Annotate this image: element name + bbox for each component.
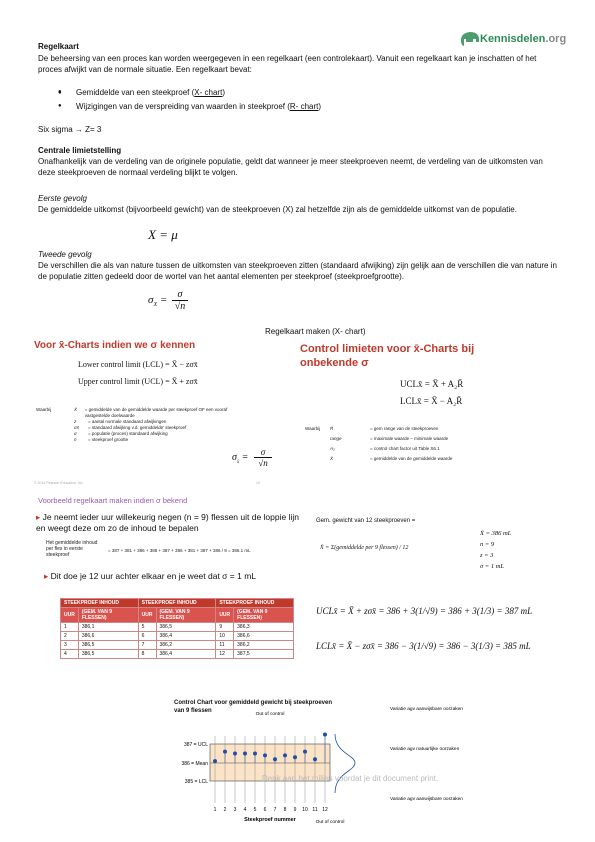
data-point <box>233 752 237 756</box>
definition-text: = maximale waarde – minimale waarde <box>370 436 449 441</box>
maken-title: Regelkaart maken (X- chart) <box>265 327 366 336</box>
x-tick-label: 7 <box>273 807 277 813</box>
lcl-calc: LCLx̄ = X̄ − zσx̄ = 386 − 3(1/√9) = 386 − 3(1/3) = 385 mL <box>316 641 531 651</box>
gem-value: z = 3 <box>480 552 494 559</box>
table-cell: 7 <box>138 641 156 650</box>
x-tick-label: 10 <box>302 807 308 813</box>
bullet-dot: ● <box>58 103 62 109</box>
data-point <box>273 757 277 761</box>
data-point <box>253 752 257 756</box>
table-cell: 386,2 <box>234 641 294 650</box>
chart-title: Control Chart voor gemiddeld gewicht bij steekproeven van 9 flessen <box>174 700 333 714</box>
table-cell: 386,1 <box>78 623 138 632</box>
data-point <box>313 757 317 761</box>
example-bullet-2: ▸ Dit doe je 12 uur achter elkaar en je weet dat σ = 1 mL <box>44 571 257 581</box>
y-label: 386 = Mean <box>181 761 208 767</box>
copyright: © 2014 Pearson Education, Inc. <box>34 481 84 485</box>
table-cell: 386,4 <box>156 650 216 659</box>
normal-curve <box>335 734 355 793</box>
data-point <box>293 755 297 759</box>
table-cell: 6 <box>138 632 156 641</box>
data-point <box>223 750 227 754</box>
table-cell: 387,5 <box>234 650 294 659</box>
table-cell: 10 <box>216 632 234 641</box>
table-cell: 2 <box>61 632 79 641</box>
x-tick-label: 8 <box>283 807 287 813</box>
waarbij-label: Waarbij <box>36 407 52 412</box>
right-waarbij: Waarbij <box>305 426 321 431</box>
ucl-unknown: UCLx̄ = X̄ + A₂R̄ <box>400 379 464 389</box>
control-chart <box>150 695 590 830</box>
table-cell: 386,5 <box>78 650 138 659</box>
definition-symbol: σx̄ <box>74 425 79 430</box>
table-cell: 386,5 <box>78 641 138 650</box>
table-group-header: STEEKPROEF INHOUD <box>138 599 216 608</box>
table-group-header: STEEKPROEF INHOUD <box>216 599 294 608</box>
gem-value: σ = 1 mL <box>480 563 505 570</box>
calc-formula: = 387 + 381 + 386 + 388 + 387 + 386 + 381 + 387 + 386 / 9 = 386.1 mL <box>108 548 251 553</box>
x-chart-link[interactable]: X- chart <box>194 88 223 97</box>
right-slide <box>300 342 560 482</box>
x-tick-label: 4 <box>243 807 247 813</box>
gem-values <box>480 528 511 572</box>
table-sub-header: (GEM. VAN 9 FLESSEN) <box>156 608 216 623</box>
definition-text: = gemiddelde van de gemiddelde waarde per steekproef OF een vooraf vastgestelde doelwaarde <box>84 407 228 418</box>
table-cell: 4 <box>61 650 79 659</box>
definition-text: = populatie (proces) standaard afwijking <box>88 431 168 436</box>
table-row <box>61 632 294 641</box>
data-point <box>243 752 247 756</box>
table-cell: 5 <box>138 623 156 632</box>
table-sub-header: UUR <box>138 608 156 623</box>
table-cell: 3 <box>61 641 79 650</box>
calc-label: Het gemiddelde inhoud per fles in eerste steekproef <box>46 540 98 558</box>
chart-annotation: Out of control <box>315 820 345 825</box>
gem-label: Gem. gewicht van 12 steekproeven = <box>316 518 416 524</box>
logo-text: Kennisdelen <box>480 33 546 45</box>
x-axis-label: Steekproef nummer <box>244 817 296 823</box>
definition-symbol: A₂ <box>330 446 335 451</box>
data-point <box>323 733 327 737</box>
table-sub-header: (GEM. VAN 9 FLESSEN) <box>234 608 294 623</box>
definition-text: = steekproef grootte <box>88 437 129 442</box>
example-bullet-1: ▸ Je neemt ieder uur willekeurig negen (n = 9) flessen uit de loppie lijn en weegt deze om zo de inhoud te bepalen <box>36 512 299 533</box>
right-slide-title: Control limieten voor x̄-Charts bij onbekende σ <box>300 343 475 369</box>
x-tick-label: 12 <box>322 807 328 813</box>
voorbeeld-title: Voorbeeld regelkaart maken indien σ bekend <box>38 496 188 505</box>
table-cell: 1 <box>61 623 79 632</box>
gem-value: X̄ = 386 mL <box>480 530 512 537</box>
definition-symbol: range <box>330 436 342 441</box>
right-defs <box>330 426 555 466</box>
gem-formula: X̄ = Σ(gemiddelde per 9 flessen) / 12 <box>320 545 409 551</box>
x-tick-label: 6 <box>263 807 267 813</box>
left-slide <box>34 340 279 488</box>
table-row <box>61 650 294 659</box>
definition-symbol: n <box>74 437 77 442</box>
table-cell: 386,4 <box>156 632 216 641</box>
table-sub-header: (GEM. VAN 9 FLESSEN) <box>78 608 138 623</box>
definition-text: = gemiddelde van de gemiddelde waarde <box>370 456 453 461</box>
definition-symbol: R̄ <box>330 426 334 431</box>
table-sub-header: UUR <box>61 608 79 623</box>
bullet-r-chart: Wijzigingen van de verspreiding van waarden in steekproef (R- chart) <box>76 102 322 111</box>
page-heading: Regelkaart <box>38 42 79 51</box>
table-sub-header: UUR <box>216 608 234 623</box>
definition-row <box>74 407 234 419</box>
r-chart-link[interactable]: R- chart <box>289 102 319 111</box>
table-cell: 386,3 <box>234 623 294 632</box>
table-row <box>61 623 294 632</box>
data-point <box>303 750 307 754</box>
elephant-icon <box>458 28 482 50</box>
bullet-x-chart: Gemiddelde van een steekproef (X- chart) <box>76 88 225 97</box>
chart-annotation: Variatie agv aanwijsbare oorzaken <box>390 797 463 802</box>
ucl-calc: UCLx̄ = X̄ + zσx̄ = 386 + 3(1/√9) = 386 + 3(1/3) = 387 mL <box>316 606 533 616</box>
definition-symbol: X̄ <box>330 456 334 461</box>
definition-text: = control chart factor uit Table S6.1 <box>370 446 440 451</box>
data-point <box>283 753 287 757</box>
data-point <box>263 753 267 757</box>
definition-row <box>330 446 555 452</box>
table-cell: 386,2 <box>156 641 216 650</box>
table-cell: 386,6 <box>78 632 138 641</box>
definition-row <box>330 456 555 462</box>
logo <box>458 28 567 55</box>
definition-text: = aantal normale standaard afwijkingen <box>88 419 167 424</box>
table-cell: 11 <box>216 641 234 650</box>
x-tick-label: 2 <box>223 807 227 813</box>
x-tick-label: 5 <box>253 807 257 813</box>
watermark: Denk aan het milieu voordat je dit document print. <box>262 774 439 783</box>
definition-symbol: X̄ <box>74 407 78 412</box>
x-tick-label: 1 <box>213 807 217 813</box>
definition-text: = standaard afwijking v.d. gemiddelde' steekproef <box>88 425 187 430</box>
chart-annotation: Variatie agv natuurlijke oorzaken <box>390 747 460 752</box>
x-tick-label: 11 <box>312 807 318 813</box>
table-cell: 12 <box>216 650 234 659</box>
left-defs <box>74 407 234 443</box>
six-sigma: Six sigma → Z= 3 <box>38 125 102 134</box>
lcl-unknown: LCLx̄ = X̄ − A₂R̄ <box>400 396 463 406</box>
clt-text: Onafhankelijk van de verdeling van de originele populatie, geldt dat wanneer je meer steekproeven neemt, de verdeling van de uitkomsten van deze steekproeven de normaal verdeling blijkt te volgen. <box>38 157 543 177</box>
sample-table <box>60 598 294 659</box>
table-cell: 8 <box>138 650 156 659</box>
left-slide-title: Voor x̄-Charts indien we σ kennen <box>34 340 196 351</box>
table-cell: 386,5 <box>156 623 216 632</box>
x-tick-label: 3 <box>233 807 237 813</box>
definition-row <box>74 437 234 443</box>
data-point <box>213 759 217 763</box>
definition-row <box>330 426 555 432</box>
definition-row <box>330 436 555 442</box>
tweede-text: De verschillen die als van nature tussen de uitkomsten van steekproeven zitten (standaard afwijking) zijn gelijk aan de verschillen die van nature in de populatie zitten gedeeld door de wortel van het aantal elementen per steekproef (steekproefgrootte). <box>38 261 557 281</box>
clt-title: Centrale limietstelling <box>38 146 122 155</box>
y-label: 385 = LCL <box>184 779 208 785</box>
ucl-formula: Upper control limit (UCL) = X̄ + zσx̄ <box>78 377 198 386</box>
bullet-dot: ● <box>58 89 62 95</box>
definition-symbol: σ <box>74 431 77 436</box>
definition-symbol: z <box>74 419 77 424</box>
slide-page: 10 <box>256 481 260 485</box>
tweede-title: Tweede gevolg <box>38 250 92 259</box>
lcl-formula: Lower control limit (LCL) = X̄ − zσx̄ <box>78 360 198 369</box>
table-group-header: STEEKPROEF INHOUD <box>61 599 139 608</box>
logo-suffix: .org <box>545 33 567 45</box>
formula-mean: X = μ <box>148 227 178 242</box>
chart-annotation: Out of control <box>255 712 285 717</box>
table-row <box>61 641 294 650</box>
table-cell: 9 <box>216 623 234 632</box>
definition-text: = gem range van de steekproeven <box>370 426 439 431</box>
gem-value: n = 9 <box>480 541 495 548</box>
intro-text: De beheersing van een proces kan worden weergegeven in een regelkaart (een controlekaart). Vanuit een regelkaart kan je inschatten of het proces afwijkt van de normale situatie. Een regelkaart bevat: <box>38 54 537 74</box>
table-cell: 386,6 <box>234 632 294 641</box>
x-tick-label: 9 <box>293 807 297 813</box>
formula-fraction: σ √n <box>172 289 188 312</box>
slide-sigma-fraction: σ √n <box>254 447 272 468</box>
formula-sigma: $\sigma_X$ = <box>148 294 168 309</box>
eerste-text: De gemiddelde uitkomst (bijvoorbeeld gewicht) van de steekproeven (X) zal hetzelfde zijn als de gemiddelde uitkomst van de populatie. <box>38 205 517 214</box>
chart-annotation: Variatie agv aanwijsbare oorzaken <box>390 707 463 712</box>
y-label: 387 = UCL <box>183 742 208 748</box>
slide-sigma-formula: $\sigma_{x̄}$ = <box>232 452 249 465</box>
eerste-title: Eerste gevolg <box>38 194 87 203</box>
